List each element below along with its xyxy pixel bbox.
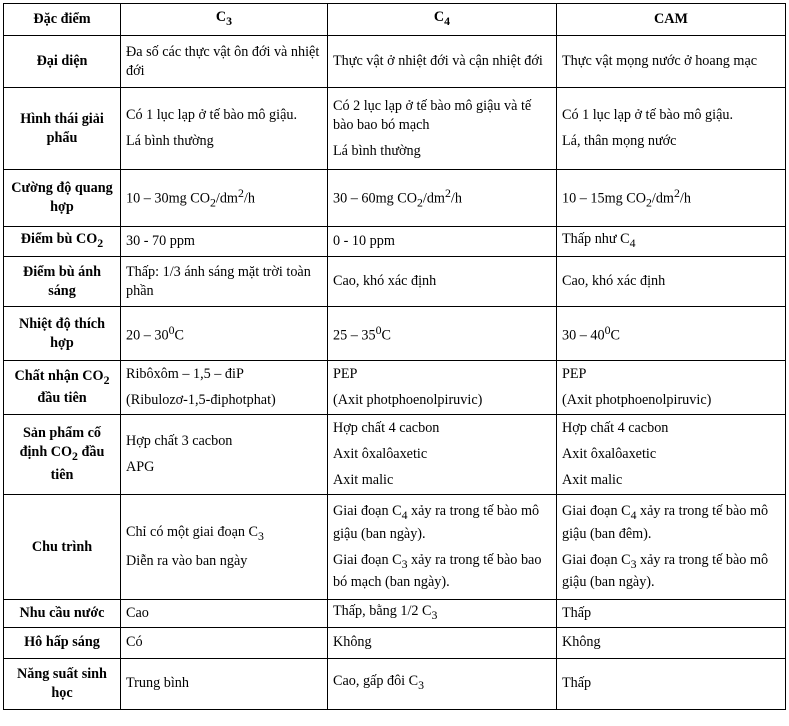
- table-row: [4, 227, 786, 257]
- header-c4: $C_4$: [328, 4, 557, 36]
- row-label: Hô hấp sáng: [4, 627, 121, 658]
- cell-line: Thấp: [562, 675, 592, 692]
- cell-line: (Axit photphoenolpiruvic): [562, 392, 712, 408]
- cell-line: Có 1 lục lạp ở tế bào mô giậu.: [562, 107, 734, 123]
- cell-line: Lá, thân mọng nước: [562, 133, 677, 149]
- row-label: Hình thái giải phẩu: [4, 88, 121, 170]
- header-row: [4, 4, 786, 36]
- cell-line: Thực vật mọng nước ở hoang mạc: [562, 53, 758, 69]
- cell-line: Axit malic: [562, 472, 623, 488]
- cell-line: (Axit photphoenolpiruvic): [333, 392, 483, 408]
- cell-line: PEP: [562, 366, 587, 382]
- table-row: [4, 627, 786, 658]
- cell-c3: [121, 88, 328, 170]
- cell-line: Đa số các thực vật ôn đới và nhiệt đới: [126, 43, 320, 79]
- cell-c4: [328, 361, 557, 415]
- row-label: Đại diện: [4, 36, 121, 88]
- cell-line: Không: [562, 634, 601, 651]
- cell-line: 10 – 15mg $CO_2/dm^2/h$: [562, 185, 691, 210]
- cell-c4: [328, 88, 557, 170]
- table-row: [4, 495, 786, 600]
- cell-c4: [328, 495, 557, 600]
- cell-cam: [557, 307, 786, 361]
- row-label: Nhu cầu nước: [4, 600, 121, 628]
- cell-line: Ribôxôm – 1,5 – điP: [126, 366, 244, 382]
- table-row: [4, 415, 786, 495]
- cell-cam: [557, 658, 786, 709]
- cell-line: Có 1 lục lạp ở tế bào mô giậu.: [126, 107, 298, 123]
- cell-line: Cao, khó xác định: [562, 273, 666, 289]
- cell-line: (Ribulozơ-1,5-điphotphat): [126, 392, 276, 408]
- cell-c4: [328, 627, 557, 658]
- row-label: Điểm bù ánh sáng: [4, 257, 121, 307]
- table-row: [4, 170, 786, 227]
- cell-line: Giai đoạn $C_4$ xảy ra trong tế bào mô giậu (ban đêm).: [562, 502, 769, 542]
- cell-line: Lá bình thường: [126, 133, 214, 149]
- cell-line: Hợp chất 4 cacbon: [333, 420, 440, 436]
- cell-c3: [121, 658, 328, 709]
- cell-c4: [328, 415, 557, 495]
- row-label: Chất nhận $CO_2$ đầu tiên: [4, 361, 121, 415]
- cell-line: Cao, khó xác định: [333, 273, 437, 289]
- table-row: [4, 36, 786, 88]
- cell-line: Axit ôxalôaxetic: [333, 446, 428, 462]
- cell-line: Giai đoạn $C_4$ xảy ra trong tế bào mô giậu (ban ngày).: [333, 502, 540, 542]
- cell-line: Thấp: [562, 604, 592, 621]
- cell-c4: [328, 227, 557, 257]
- cell-line: Axit ôxalôaxetic: [562, 446, 657, 462]
- cell-c3: [121, 170, 328, 227]
- cell-cam: [557, 88, 786, 170]
- cell-line: 0 - 10 ppm: [333, 233, 395, 249]
- cell-cam: [557, 170, 786, 227]
- cell-cam: [557, 227, 786, 257]
- header-feature: Đặc điểm: [4, 4, 121, 36]
- cell-cam: [557, 495, 786, 600]
- cell-c4: [328, 307, 557, 361]
- cell-cam: [557, 415, 786, 495]
- cell-c3: [121, 307, 328, 361]
- cell-line: Có 2 lục lạp ở tế bào mô giậu và tế bào bao bó mạch: [333, 97, 532, 133]
- cell-line: Cao, gấp đôi $C_3$: [333, 673, 425, 693]
- cell-line: 30 – 60mg $CO_2/dm^2/h$: [333, 185, 462, 210]
- cell-c4: [328, 658, 557, 709]
- cell-c3: [121, 627, 328, 658]
- cell-c3: [121, 227, 328, 257]
- cell-c3: [121, 495, 328, 600]
- cell-line: Diễn ra vào ban ngày: [126, 553, 248, 570]
- table-row: [4, 257, 786, 307]
- cell-c3: [121, 600, 328, 628]
- cell-line: PEP: [333, 366, 358, 382]
- cell-cam: [557, 600, 786, 628]
- header-cam: CAM: [557, 4, 786, 36]
- table-row: [4, 600, 786, 628]
- cell-c3: [121, 361, 328, 415]
- cell-c4: [328, 170, 557, 227]
- cell-line: Axit malic: [333, 472, 394, 488]
- row-label: Sản phẩm cố định $CO_2$ đầu tiên: [4, 415, 121, 495]
- cell-cam: [557, 361, 786, 415]
- cell-line: Có: [126, 634, 143, 651]
- cell-c3: [121, 36, 328, 88]
- cell-line: Lá bình thường: [333, 142, 421, 159]
- table-row: [4, 361, 786, 415]
- cell-c4: [328, 36, 557, 88]
- cell-line: Giai đoạn $C_3$ xảy ra trong tế bào bao bó mạch (ban ngày).: [333, 551, 542, 591]
- cell-cam: [557, 36, 786, 88]
- header-c3: $C_3$: [121, 4, 328, 36]
- row-label: Điểm bù $CO_2$: [4, 227, 121, 257]
- row-label: Nhiệt độ thích hợp: [4, 307, 121, 361]
- cell-line: Thấp như $C_4$: [562, 231, 636, 250]
- row-label: Cường độ quang hợp: [4, 170, 121, 227]
- cell-line: $25 - 35^0C$: [333, 323, 391, 344]
- cell-line: Thực vật ở nhiệt đới và cận nhiệt đới: [333, 53, 543, 69]
- cell-cam: [557, 627, 786, 658]
- cell-line: Hợp chất 4 cacbon: [562, 420, 669, 436]
- cell-line: Trung bình: [126, 675, 189, 692]
- cell-line: 10 – 30mg $CO_2/dm^2/h$: [126, 185, 255, 210]
- cell-c4: [328, 257, 557, 307]
- row-label: Chu trình: [4, 495, 121, 600]
- cell-line: $30 - 40^0C$: [562, 323, 620, 344]
- comparison-table: [3, 3, 786, 710]
- cell-line: Cao: [126, 604, 149, 621]
- table-row: [4, 658, 786, 709]
- cell-c3: [121, 415, 328, 495]
- cell-line: APG: [126, 459, 155, 475]
- table-row: [4, 88, 786, 170]
- cell-line: Chỉ có một giai đoạn $C_3$: [126, 523, 264, 543]
- table-row: [4, 307, 786, 361]
- cell-line: Không: [333, 634, 372, 651]
- cell-line: Thấp: 1/3 ánh sáng mặt trời toàn phần: [126, 263, 311, 299]
- cell-line: $20 - 30^0C$: [126, 323, 184, 344]
- row-label: Năng suất sinh học: [4, 658, 121, 709]
- cell-c3: [121, 257, 328, 307]
- cell-line: Hợp chất 3 cacbon: [126, 433, 233, 449]
- cell-line: Thấp, bằng 1/2 $C_3$: [333, 603, 438, 622]
- cell-line: Giai đoạn $C_3$ xảy ra trong tế bào mô giậu (ban ngày).: [562, 551, 769, 591]
- cell-cam: [557, 257, 786, 307]
- cell-line: 30 - 70 ppm: [126, 233, 195, 249]
- cell-c4: [328, 600, 557, 628]
